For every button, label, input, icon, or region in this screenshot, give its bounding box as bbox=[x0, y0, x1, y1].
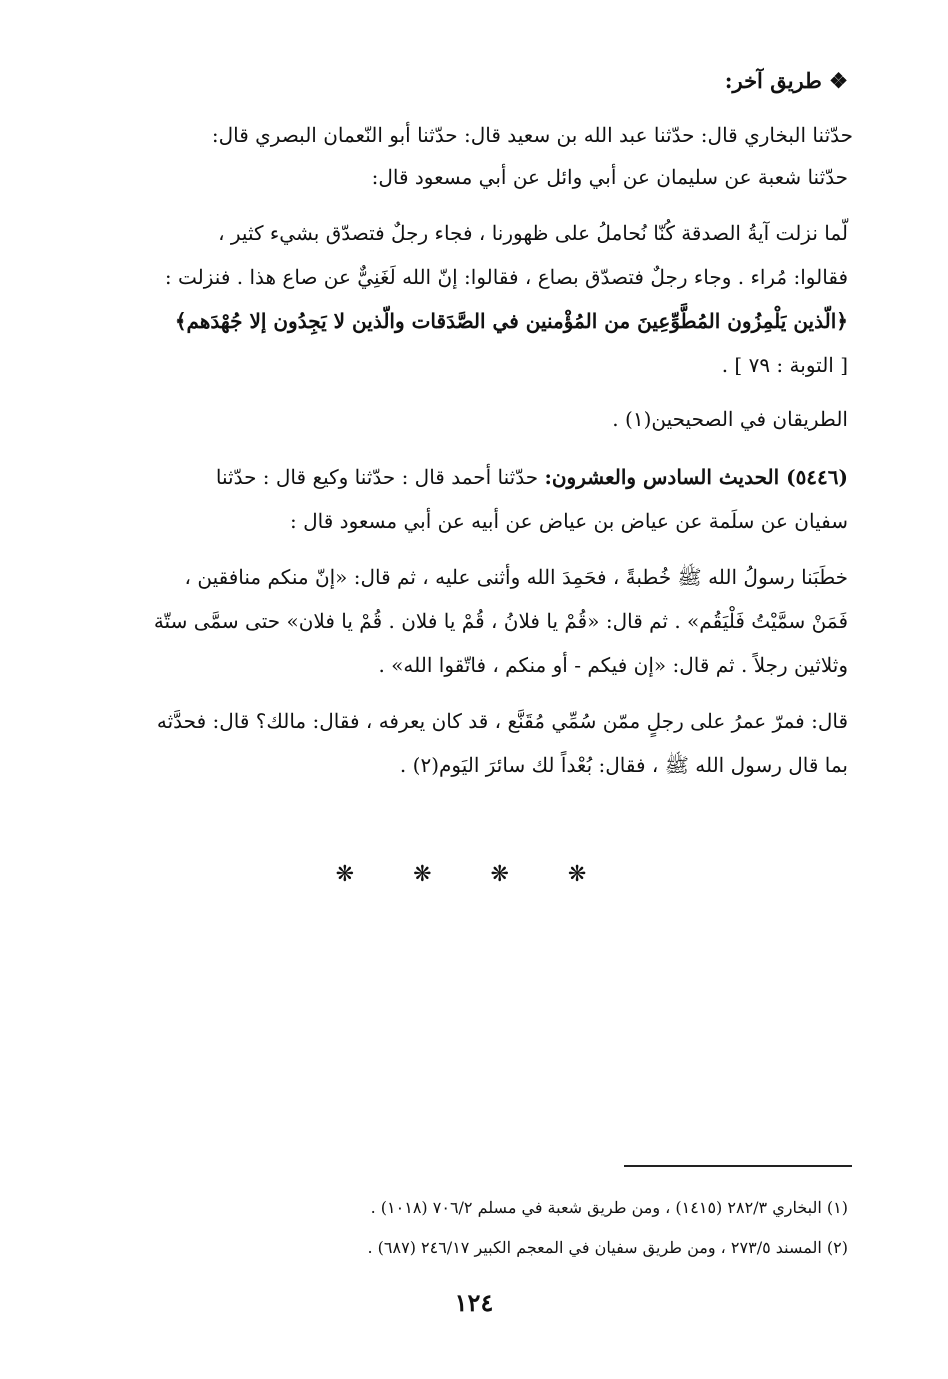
paragraph-4-line-2: سفيان عن سلَمة عن عياض بن عياض عن أبيه عن أبي مسعود قال : bbox=[290, 509, 848, 533]
footnote-divider bbox=[624, 1165, 852, 1167]
quran-verse: ﴿الّذين يَلْمِزُون المُطَّوِّعِينَ من المُؤْمنين في الصَّدَقات والّذين لا يَجِدُون إلا جُهْدَهم﴾ bbox=[174, 309, 848, 333]
paragraph-6-line-1: قال: فمرّ عمرُ على رجلٍ ممّن سُمِّي مُقَنَّع ، قد كان يعرفه ، فقال: مالك؟ قال: فحدَّثه bbox=[156, 709, 848, 733]
hadith-number-label: (٥٤٤٦) الحديث السادس والعشرون: bbox=[544, 465, 848, 489]
verse-reference: [ التوبة : ٧٩ ] . bbox=[721, 353, 848, 377]
footnote-1: (١) البخاري ٢٨٢/٣ (١٤١٥) ، ومن طريق شعبة في مسلم ٧٠٦/٢ (١٠١٨) . bbox=[370, 1198, 848, 1217]
paragraph-2-line-2: فقالوا: مُراء . وجاء رجلٌ فتصدّق بصاع ، فقالوا: إنّ الله لَغَنِيٌّ عن صاع هذا . فنزلت : bbox=[164, 265, 848, 289]
paragraph-3: الطريقان في الصحيحين(١) . bbox=[612, 407, 848, 431]
paragraph-6-line-2: بما قال رسول الله ﷺ ، فقال: بُعْداً لك سائرَ اليَوم(٢) . bbox=[399, 753, 848, 777]
paragraph-4-line-1: حدّثنا أحمد قال : حدّثنا وكيع قال : حدّثنا bbox=[215, 465, 539, 489]
paragraph-1-line-1: حدّثنا البخاري قال: حدّثنا عبد الله بن سعيد قال: حدّثنا أبو النّعمان البصري قال: bbox=[211, 123, 853, 147]
page-number: ١٢٤ bbox=[454, 1288, 494, 1317]
section-separator: ❋ ❋ ❋ ❋ bbox=[335, 862, 613, 887]
paragraph-5-line-1: خطَبَنا رسولُ الله ﷺ خُطبةً ، فحَمِدَ الله وأثنى عليه ، ثم قال: «إنّ منكم منافقين ، bbox=[184, 565, 848, 589]
paragraph-5-line-3: وثلاثين رجلاً . ثم قال: «إن فيكم - أو منكم ، فاتّقوا الله» . bbox=[378, 653, 848, 677]
paragraph-1-line-2: حدّثنا شعبة عن سليمان عن أبي وائل عن أبي مسعود قال: bbox=[371, 165, 848, 189]
footnote-2: (٢) المسند ٢٧٣/٥ ، ومن طريق سفيان في المعجم الكبير ٢٤٦/١٧ (٦٨٧) . bbox=[367, 1238, 848, 1257]
paragraph-5-line-2: فَمَنْ سمَّيْتُ فَلْيَقُم» . ثم قال: «قُمْ يا فلانُ ، قُمْ يا فلان . قُمْ يا فلان» حتى سمَّى ستّة bbox=[153, 609, 848, 633]
hadith-header-line bbox=[216, 462, 848, 492]
section-heading: ❖ طريق آخر: bbox=[724, 68, 848, 93]
paragraph-2-line-1: لّما نزلت آيةُ الصدقة كُنّا نُحاملُ على ظهورنا ، فجاء رجلٌ فتصدّق بشيء كثير ، bbox=[218, 221, 848, 245]
